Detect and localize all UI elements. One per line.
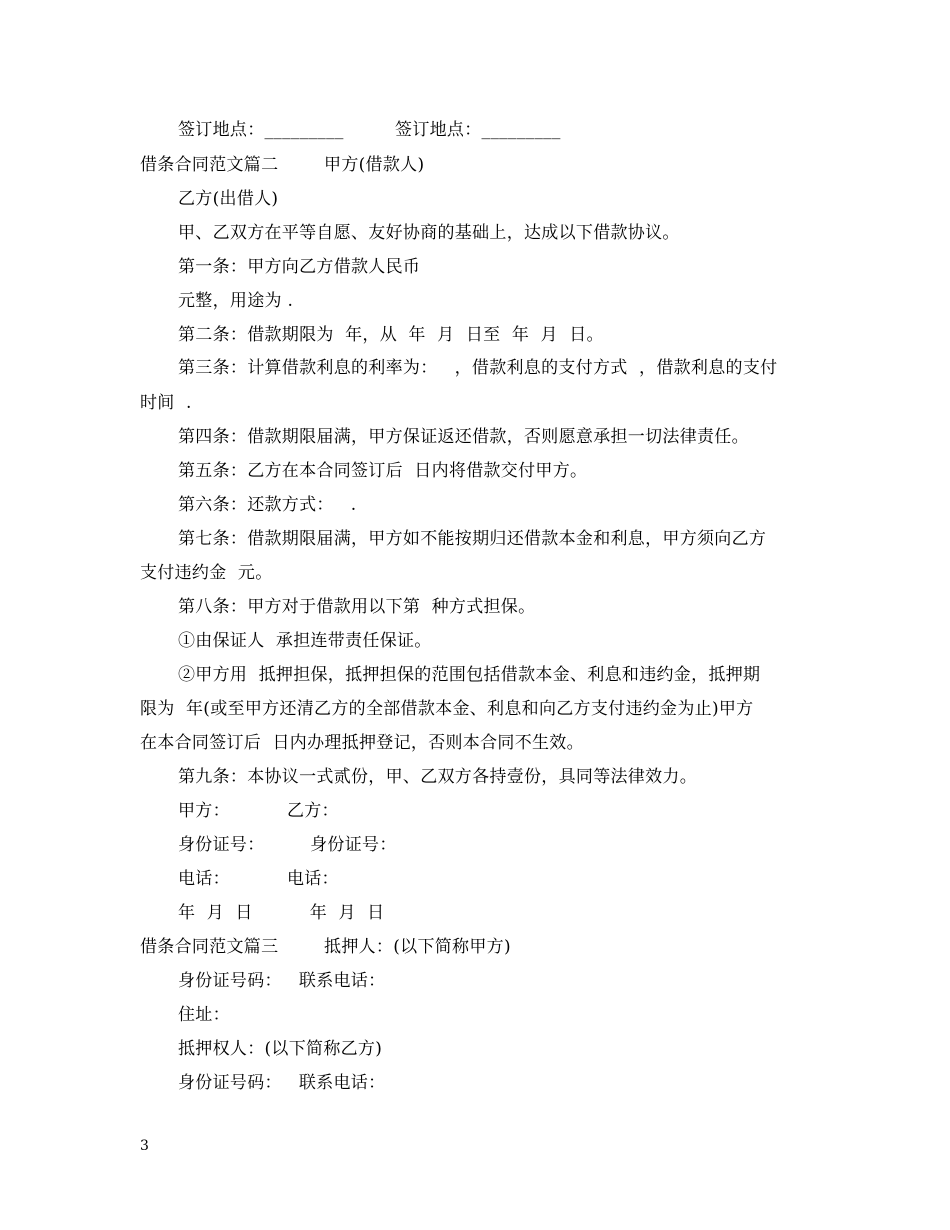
- clause-5: 第五条：乙方在本合同签订后 日内将借款交付甲方。: [178, 461, 588, 481]
- clause-7-cont: 支付违约金 元。: [140, 563, 273, 583]
- clause-8-item-2-cont: 限为 年(或至甲方还清乙方的全部借款本金、利息和向乙方支付违约金为止)甲方: [140, 699, 754, 719]
- clause-8-item-2: ②甲方用 抵押担保，抵押担保的范围包括借款本金、利息和违约金，抵押期: [178, 665, 761, 685]
- clause-7: 第七条：借款期限届满，甲方如不能按期归还借款本金和利息，甲方须向乙方: [178, 529, 767, 549]
- signing-place-line: 签订地点：_________ 签订地点：_________: [178, 120, 561, 140]
- address-line: 住址：: [178, 1005, 230, 1025]
- lender-line: 乙方(出借人): [178, 189, 279, 209]
- clause-8-item-1: ①由保证人 承担连带责任保证。: [178, 631, 432, 651]
- clause-2: 第二条：借款期限为 年，从 年 月 日至 年 月 日。: [178, 325, 604, 345]
- clause-3: 第三条：计算借款利息的利率为： ，借款利息的支付方式 ，借款利息的支付: [178, 358, 778, 378]
- page-number: 3: [140, 1138, 149, 1154]
- mortgagee-id-line: 身份证号码： 联系电话：: [178, 1073, 386, 1093]
- mortgagee-line: 抵押权人：(以下简称乙方): [178, 1039, 383, 1059]
- clause-1: 第一条：甲方向乙方借款人民币: [178, 257, 421, 277]
- section-heading-2: 借条合同范文篇二 甲方(借款人): [140, 155, 425, 175]
- clause-1-cont: 元整，用途为 .: [178, 291, 294, 311]
- intro-paragraph: 甲、乙双方在平等自愿、友好协商的基础上，达成以下借款协议。: [178, 223, 680, 243]
- clause-6: 第六条：还款方式： .: [178, 495, 357, 515]
- clause-8: 第八条：甲方对于借款用以下第 种方式担保。: [178, 597, 536, 617]
- date-line: 年 月 日 年 月 日: [178, 903, 385, 923]
- mortgagor-id-line: 身份证号码： 联系电话：: [178, 971, 386, 991]
- section-heading-3: 借条合同范文篇三 抵押人：(以下简称甲方): [140, 937, 511, 957]
- clause-3-cont: 时间 .: [140, 393, 192, 413]
- clause-4: 第四条：借款期限届满，甲方保证返还借款，否则愿意承担一切法律责任。: [178, 427, 749, 447]
- phone-line: 电话： 电话：: [178, 869, 339, 889]
- clause-8-item-2-cont: 在本合同签订后 日内办理抵押登记，否则本合同不生效。: [140, 733, 584, 753]
- clause-9: 第九条：本协议一式贰份，甲、乙双方各持壹份，具同等法律效力。: [178, 767, 697, 787]
- id-number-line: 身份证号： 身份证号：: [178, 835, 397, 855]
- party-signature-line: 甲方： 乙方：: [178, 801, 339, 821]
